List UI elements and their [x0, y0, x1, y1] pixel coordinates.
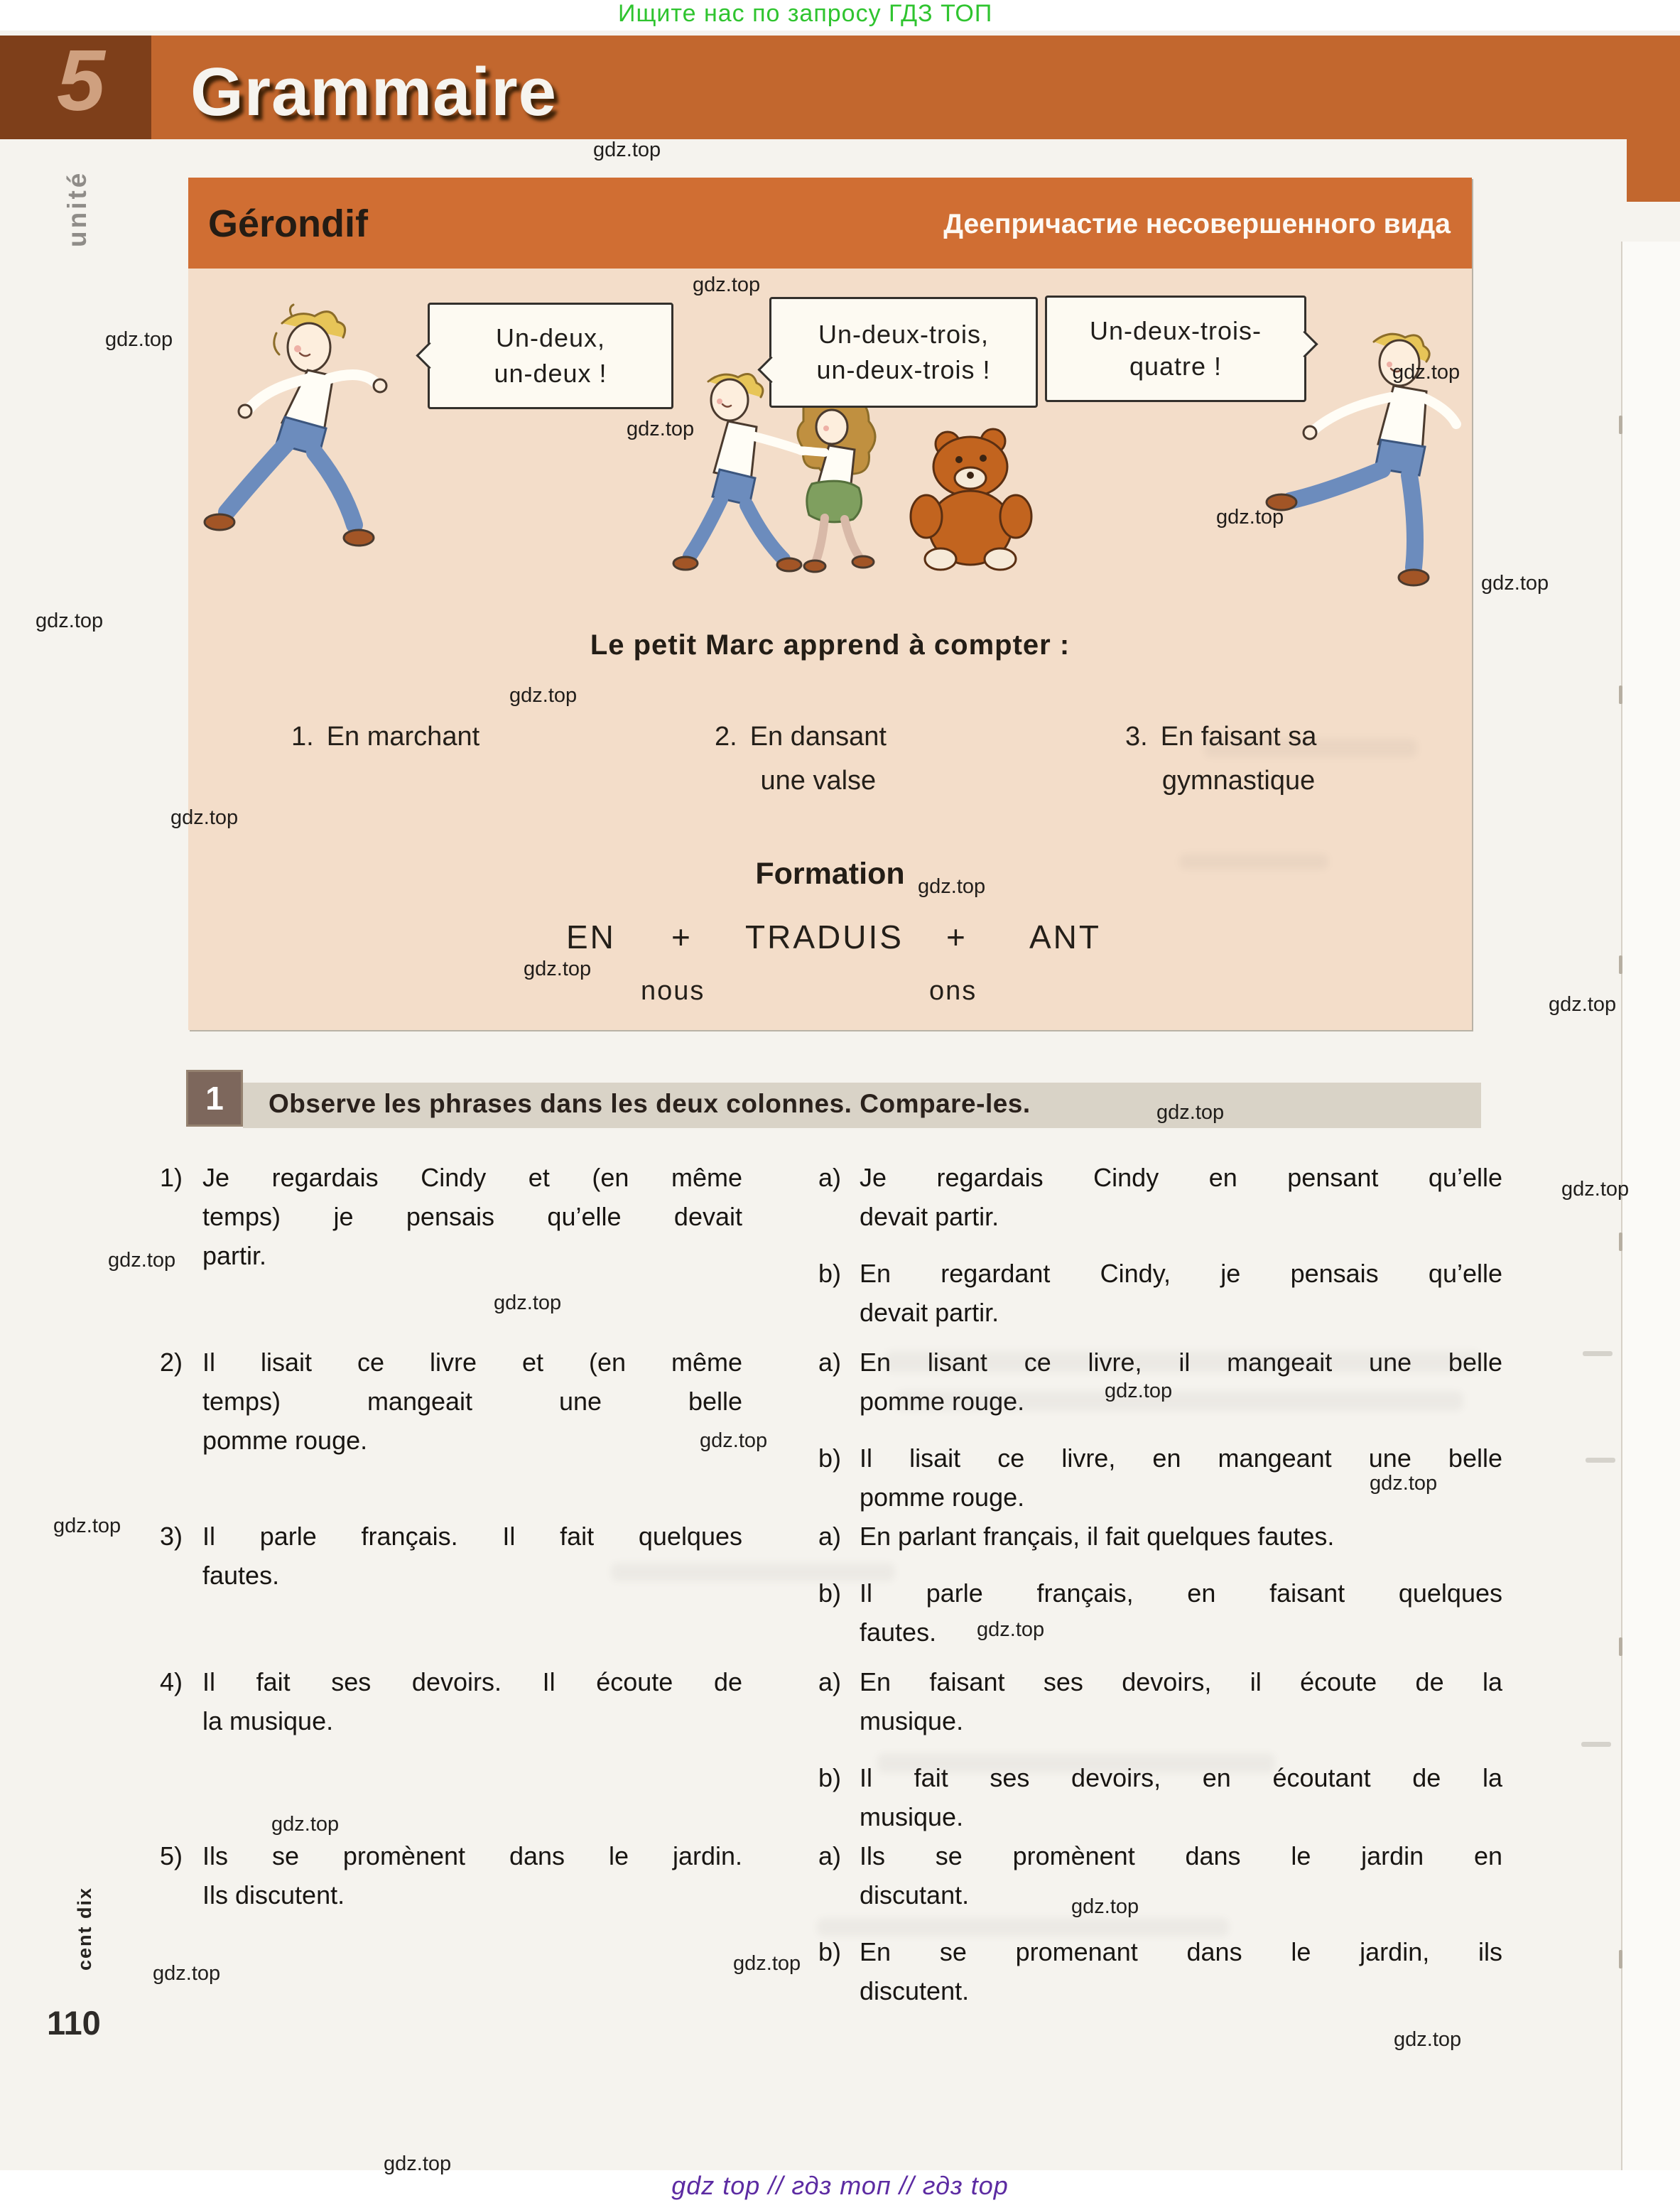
speech-bubble	[1045, 296, 1306, 402]
bleed-dash	[1583, 1351, 1613, 1356]
exercise-left-sentence	[202, 1158, 742, 1332]
text-line: pomme rouge.	[860, 1387, 1025, 1416]
formation-plus: +	[946, 919, 968, 955]
text-line: En lisant ce livre, il mangeait une belle	[860, 1348, 1502, 1377]
text-line: une valse	[760, 766, 877, 796]
text-line: En se promenant dans le jardin, ils	[860, 1937, 1502, 1966]
gdz-watermark: gdz.top	[1216, 506, 1284, 529]
variant-text	[860, 1517, 1502, 1556]
gdz-watermark: gdz.top	[1105, 1380, 1173, 1402]
text-line: pomme rouge.	[202, 1426, 368, 1455]
binding-mark	[1619, 686, 1622, 704]
gdz-watermark: gdz.top	[1392, 361, 1460, 384]
text-line: quatre !	[1129, 352, 1223, 381]
header-band-edge	[1627, 139, 1680, 202]
exercise-right-variants	[818, 1158, 1502, 1332]
gerondif-rule-box	[188, 178, 1472, 1030]
bleed-smudge	[817, 1918, 1229, 1937]
text-line: Un-deux-trois,	[818, 320, 990, 349]
exercise-row	[160, 1517, 1502, 1652]
exercise-left-sentence	[202, 1836, 742, 2010]
exercise-variant	[818, 1662, 1502, 1740]
gdz-watermark: gdz.top	[700, 1429, 768, 1452]
text-line: temps) mangeait une belle	[202, 1387, 742, 1416]
gdz-watermark: gdz.top	[36, 610, 104, 632]
exercise-variant	[818, 1158, 1502, 1236]
exercise-item-number: 5)	[160, 1841, 183, 1870]
binding-mark	[1619, 1233, 1622, 1251]
text-line: musique.	[860, 1802, 964, 1831]
text-line: En regardant Cindy, je pensais qu’elle	[860, 1259, 1502, 1288]
text-line: gymnastique	[1161, 766, 1316, 796]
gdz-watermark: gdz.top	[733, 1952, 801, 1975]
exercise-item-number: 4)	[160, 1667, 183, 1696]
variant-label: a)	[818, 1522, 842, 1551]
text-line: Ils se promènent dans le jardin.	[202, 1841, 742, 1870]
page-number-words: cent dix	[74, 1886, 95, 1971]
text-line: Je regardais Cindy et (en même	[202, 1163, 742, 1192]
binding-mark	[1619, 1950, 1622, 1968]
variant-label: a)	[818, 1667, 842, 1696]
bleed-smudge	[1204, 739, 1417, 757]
exercise-instruction: Observe les phrases dans les deux colonnes. Compare-les.	[269, 1089, 1031, 1118]
bleed-smudge	[884, 1351, 1481, 1372]
gdz-watermark: gdz.top	[1394, 2028, 1462, 2051]
variant-text	[860, 1573, 1502, 1652]
speech-bubble	[428, 303, 673, 409]
gdz-watermark: gdz.top	[1481, 572, 1549, 595]
variant-text	[860, 1662, 1502, 1740]
formation-title: Formation	[755, 857, 905, 891]
column-gap	[742, 1662, 818, 1836]
speech-bubble-text	[771, 317, 1036, 388]
exercise-number: 1	[205, 1080, 224, 1117]
variant-label: a)	[818, 1163, 842, 1192]
variant-text	[860, 1836, 1502, 1914]
counting-item-number: 1.	[291, 722, 314, 752]
variant-label: a)	[818, 1841, 842, 1870]
counting-item-number: 2.	[715, 722, 737, 752]
exercise-variant	[818, 1836, 1502, 1914]
gdz-watermark: gdz.top	[170, 806, 239, 829]
exercise-item-number: 1)	[160, 1163, 183, 1192]
page-edge-strip	[1621, 242, 1680, 2170]
gdz-watermark: gdz.top	[1561, 1178, 1630, 1201]
binding-mark	[1619, 1637, 1622, 1656]
text-line: temps) je pensais qu’elle devait	[202, 1202, 742, 1231]
gdz-watermark: gdz.top	[384, 2152, 452, 2175]
text-line: un-deux !	[494, 359, 607, 388]
text-line: Il lisait ce livre, en mangeant une belle	[860, 1443, 1502, 1473]
exercise-row	[160, 1662, 1502, 1836]
text-line: partir.	[202, 1241, 267, 1270]
page-title: Grammaire	[190, 54, 557, 130]
gdz-watermark: gdz.top	[1156, 1101, 1225, 1124]
formation-suffix: ons	[929, 976, 977, 1006]
text-line: Un-deux,	[495, 323, 606, 352]
rule-title-french: Gérondif	[208, 202, 368, 245]
column-gap	[742, 1517, 818, 1652]
text-line: Ils discutent.	[202, 1880, 345, 1910]
text-line: pomme rouge.	[860, 1483, 1025, 1512]
formation-pronoun: nous	[641, 976, 705, 1006]
exercise-item-number: 2)	[160, 1348, 183, 1377]
text-line: Il lisait ce livre et (en même	[202, 1348, 742, 1377]
gdz-watermark: gdz.top	[977, 1618, 1045, 1641]
text-line: devait partir.	[860, 1202, 999, 1231]
column-gap	[742, 1836, 818, 2010]
gdz-watermark: gdz.top	[271, 1813, 340, 1836]
text-line: Un-deux-trois-	[1089, 316, 1262, 345]
teddy-bear-illustration	[896, 423, 1067, 572]
exercise-left-sentence	[202, 1517, 742, 1652]
counting-item	[715, 715, 887, 803]
speech-bubble-text	[430, 320, 671, 391]
exercise-variant	[818, 1254, 1502, 1332]
variant-label: b)	[818, 1259, 842, 1288]
gdz-watermark: gdz.top	[108, 1249, 176, 1272]
counting-item-text	[327, 715, 479, 759]
text-line: En dansant	[749, 722, 887, 752]
exercise-right-variants	[818, 1517, 1502, 1652]
variant-label: b)	[818, 1578, 842, 1608]
unit-number: 5	[57, 32, 105, 129]
footer-links[interactable]: gdz top // гдз топ // гдз top	[671, 2171, 1009, 2200]
promo-note: Ищите нас по запросу ГДЗ ТОП	[618, 0, 993, 27]
gdz-watermark: gdz.top	[627, 418, 695, 440]
exercise-left-sentence	[202, 1662, 742, 1836]
exercise-number-badge	[186, 1070, 243, 1127]
exercise-variant	[818, 1932, 1502, 2010]
variant-label: b)	[818, 1937, 842, 1966]
text-line: un-deux-trois !	[816, 355, 991, 384]
text-line: En parlant français, il fait quelques fautes.	[860, 1522, 1335, 1551]
binding-mark	[1619, 416, 1622, 434]
gdz-watermark: gdz.top	[693, 273, 761, 296]
counting-item-text	[1161, 715, 1317, 803]
text-line: Il fait ses devoirs, en écoutant de la	[860, 1763, 1502, 1792]
text-line: En faisant sa	[1160, 722, 1317, 752]
exercise-left-sentence	[202, 1343, 742, 1517]
variant-label: b)	[818, 1763, 842, 1792]
variant-text	[860, 1254, 1502, 1332]
formation-plus: +	[671, 919, 693, 955]
text-line: Il parle français. Il fait quelques	[202, 1522, 742, 1551]
counting-item	[1125, 715, 1316, 803]
formation-ending: ANT	[1029, 919, 1101, 955]
text-line: Il fait ses devoirs. Il écoute de	[202, 1667, 742, 1696]
text-line: fautes.	[860, 1618, 937, 1647]
page-number: 110	[47, 2004, 101, 2042]
gdz-watermark: gdz.top	[1549, 993, 1617, 1016]
text-line: musique.	[860, 1706, 964, 1735]
text-line: Je regardais Cindy en pensant qu’elle	[860, 1163, 1502, 1192]
exercise-row	[160, 1158, 1502, 1332]
speech-bubble-text	[1047, 313, 1304, 384]
variant-text	[860, 1932, 1502, 2010]
gdz-watermark: gdz.top	[105, 328, 173, 351]
counting-item-number: 3.	[1125, 722, 1148, 752]
text-line: fautes.	[202, 1561, 280, 1590]
gdz-watermark: gdz.top	[509, 684, 578, 707]
text-line: devait partir.	[860, 1298, 999, 1327]
counting-item-text	[750, 715, 887, 803]
bleed-dash	[1581, 1742, 1611, 1747]
text-line: Ils se promènent dans le jardin en	[860, 1841, 1502, 1870]
text-line: En faisant ses devoirs, il écoute de la	[860, 1667, 1502, 1696]
gdz-watermark: gdz.top	[494, 1291, 562, 1314]
text-line: discutant.	[860, 1880, 970, 1910]
bleed-smudge	[1179, 854, 1328, 870]
gdz-watermark: gdz.top	[1071, 1895, 1139, 1918]
exercise-variant	[818, 1517, 1502, 1556]
bleed-smudge	[877, 1753, 1275, 1773]
text-line: Il parle français, en faisant quelques	[860, 1578, 1502, 1608]
variant-text	[860, 1158, 1502, 1236]
exercise-variant	[818, 1573, 1502, 1652]
formation-en: EN	[566, 919, 616, 955]
gdz-watermark: gdz.top	[153, 1962, 221, 1985]
text-line: la musique.	[202, 1706, 334, 1735]
exercise-right-variants	[818, 1662, 1502, 1836]
counting-item	[291, 715, 479, 759]
binding-mark	[1619, 955, 1622, 974]
speech-bubble	[769, 297, 1038, 408]
gdz-watermark: gdz.top	[918, 875, 986, 898]
bleed-smudge	[895, 1391, 1463, 1411]
column-gap	[742, 1158, 818, 1332]
gdz-watermark: gdz.top	[1370, 1472, 1438, 1495]
variant-label: a)	[818, 1348, 842, 1377]
gdz-watermark: gdz.top	[593, 139, 661, 161]
bleed-smudge	[611, 1563, 895, 1581]
counting-title: Le petit Marc apprend à compter :	[590, 629, 1071, 661]
bleed-dash	[1586, 1458, 1615, 1463]
text-line: discutent.	[860, 1976, 970, 2005]
text-line: En marchant	[326, 722, 480, 752]
rule-title-russian: Деепричастие несовершенного вида	[943, 209, 1451, 239]
formation-stem: TRADUIS	[745, 919, 904, 955]
variant-label: b)	[818, 1443, 842, 1473]
boy-running-illustration	[202, 302, 408, 579]
unit-label: unité	[63, 170, 92, 247]
gdz-watermark: gdz.top	[53, 1515, 121, 1537]
gdz-watermark: gdz.top	[524, 958, 592, 980]
exercise-item-number: 3)	[160, 1522, 183, 1551]
